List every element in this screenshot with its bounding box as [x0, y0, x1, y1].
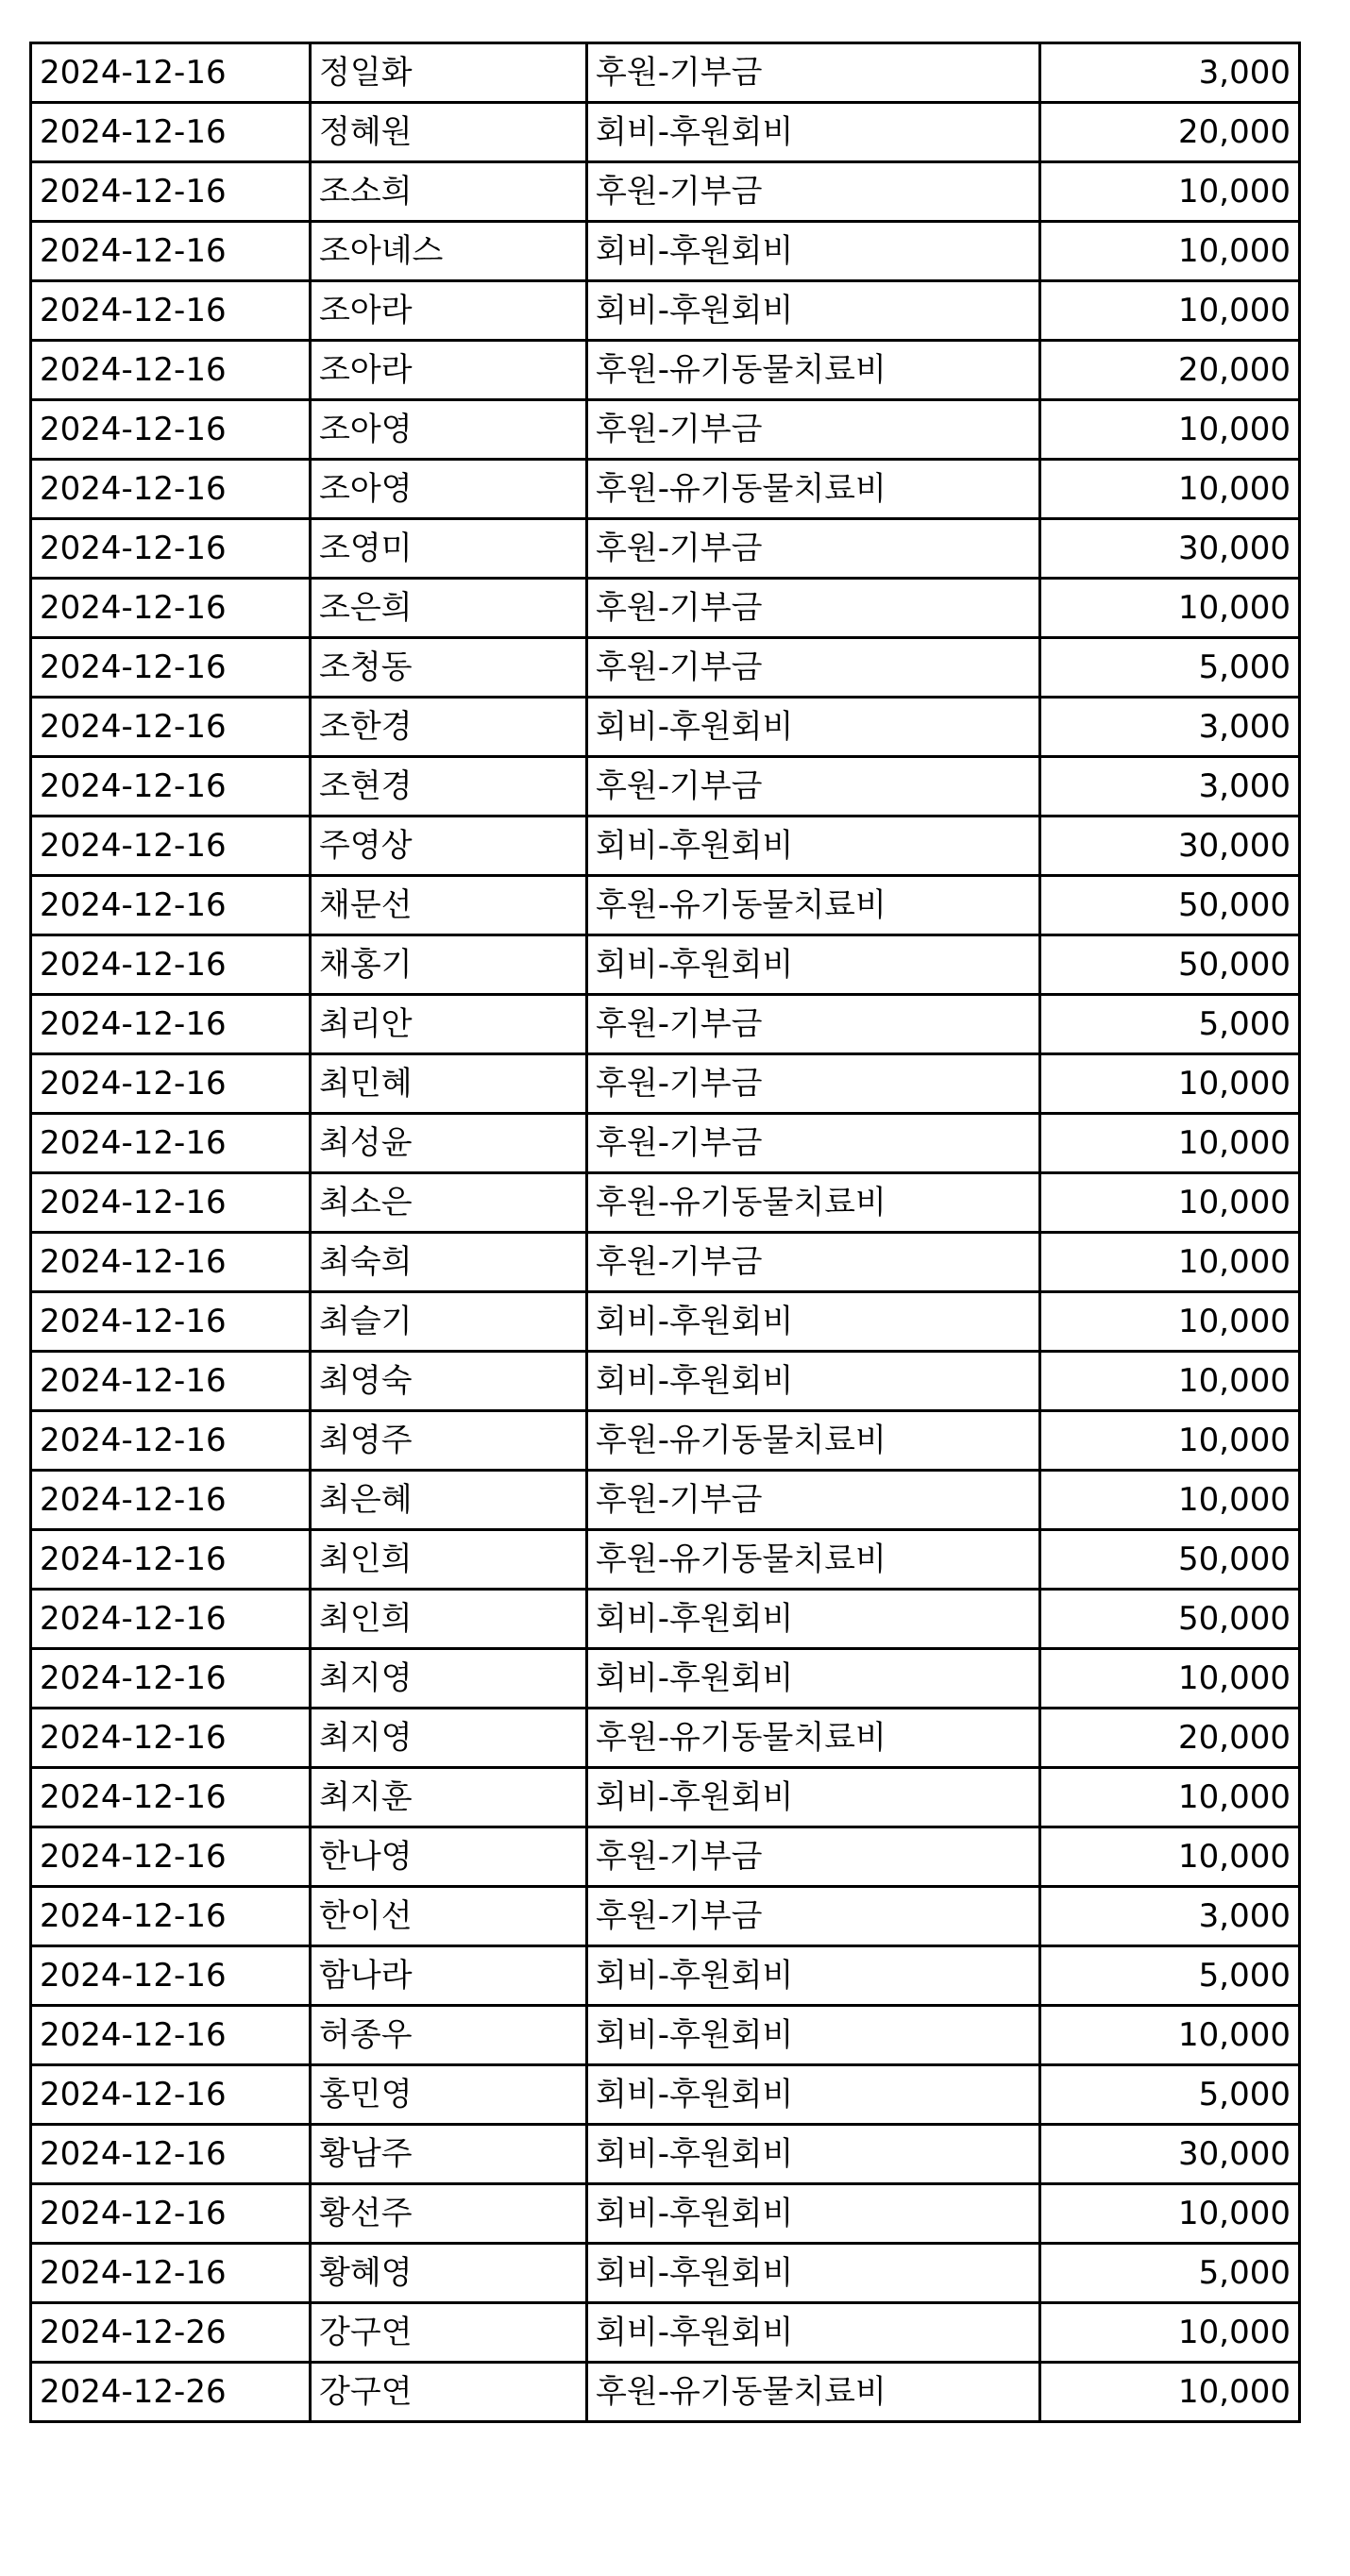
name-cell: 정혜원 [311, 103, 587, 162]
category-cell: 후원-유기동물치료비 [587, 1173, 1040, 1233]
amount-cell: 30,000 [1040, 519, 1300, 579]
category-cell: 회비-후원회비 [587, 935, 1040, 995]
table-row [31, 1649, 1300, 1709]
category-cell: 회비-후원회비 [587, 2125, 1040, 2184]
name-cell: 최인희 [311, 1590, 587, 1649]
name-cell: 홍민영 [311, 2065, 587, 2125]
category-cell: 회비-후원회비 [587, 2244, 1040, 2303]
amount-cell: 10,000 [1040, 1768, 1300, 1827]
date-cell: 2024-12-16 [31, 1352, 311, 1411]
date-cell: 2024-12-16 [31, 2065, 311, 2125]
table-row [31, 162, 1300, 222]
amount-cell: 5,000 [1040, 1946, 1300, 2006]
table-row [31, 2303, 1300, 2363]
date-cell: 2024-12-16 [31, 1173, 311, 1233]
date-cell: 2024-12-16 [31, 1054, 311, 1114]
date-cell: 2024-12-16 [31, 2125, 311, 2184]
table-row [31, 2184, 1300, 2244]
amount-cell: 30,000 [1040, 817, 1300, 876]
category-cell: 회비-후원회비 [587, 817, 1040, 876]
category-cell: 회비-후원회비 [587, 2065, 1040, 2125]
category-cell: 회비-후원회비 [587, 698, 1040, 757]
date-cell: 2024-12-16 [31, 757, 311, 817]
table-row [31, 698, 1300, 757]
category-cell: 후원-기부금 [587, 43, 1040, 103]
table-row [31, 817, 1300, 876]
table-row [31, 1292, 1300, 1352]
date-cell: 2024-12-16 [31, 1946, 311, 2006]
name-cell: 황혜영 [311, 2244, 587, 2303]
category-cell: 회비-후원회비 [587, 1768, 1040, 1827]
amount-cell: 3,000 [1040, 43, 1300, 103]
category-cell: 후원-기부금 [587, 1233, 1040, 1292]
amount-cell: 50,000 [1040, 935, 1300, 995]
table-row [31, 1411, 1300, 1471]
category-cell: 후원-기부금 [587, 995, 1040, 1054]
table-row [31, 281, 1300, 341]
name-cell: 채문선 [311, 876, 587, 935]
date-cell: 2024-12-16 [31, 1827, 311, 1887]
name-cell: 최리안 [311, 995, 587, 1054]
name-cell: 최지영 [311, 1649, 587, 1709]
category-cell: 후원-기부금 [587, 579, 1040, 638]
name-cell: 조아라 [311, 281, 587, 341]
name-cell: 조영미 [311, 519, 587, 579]
table-row [31, 638, 1300, 698]
date-cell: 2024-12-16 [31, 1292, 311, 1352]
category-cell: 후원-기부금 [587, 1887, 1040, 1946]
name-cell: 최영숙 [311, 1352, 587, 1411]
date-cell: 2024-12-16 [31, 876, 311, 935]
amount-cell: 10,000 [1040, 1054, 1300, 1114]
name-cell: 조아녜스 [311, 222, 587, 281]
amount-cell: 10,000 [1040, 2303, 1300, 2363]
date-cell: 2024-12-16 [31, 1471, 311, 1530]
amount-cell: 10,000 [1040, 222, 1300, 281]
name-cell: 조청동 [311, 638, 587, 698]
date-cell: 2024-12-16 [31, 519, 311, 579]
category-cell: 후원-기부금 [587, 1827, 1040, 1887]
name-cell: 조은희 [311, 579, 587, 638]
table-row [31, 876, 1300, 935]
date-cell: 2024-12-16 [31, 817, 311, 876]
amount-cell: 3,000 [1040, 1887, 1300, 1946]
date-cell: 2024-12-16 [31, 103, 311, 162]
table-row [31, 1054, 1300, 1114]
name-cell: 허종우 [311, 2006, 587, 2065]
table-row [31, 1827, 1300, 1887]
date-cell: 2024-12-16 [31, 995, 311, 1054]
name-cell: 최민혜 [311, 1054, 587, 1114]
table-row [31, 1352, 1300, 1411]
table-row [31, 995, 1300, 1054]
table-row [31, 1887, 1300, 1946]
amount-cell: 10,000 [1040, 1411, 1300, 1471]
table-row [31, 2244, 1300, 2303]
amount-cell: 10,000 [1040, 1471, 1300, 1530]
name-cell: 황남주 [311, 2125, 587, 2184]
date-cell: 2024-12-16 [31, 1233, 311, 1292]
amount-cell: 10,000 [1040, 2363, 1300, 2422]
date-cell: 2024-12-16 [31, 1411, 311, 1471]
amount-cell: 5,000 [1040, 995, 1300, 1054]
name-cell: 조한경 [311, 698, 587, 757]
amount-cell: 3,000 [1040, 698, 1300, 757]
date-cell: 2024-12-16 [31, 698, 311, 757]
date-cell: 2024-12-16 [31, 638, 311, 698]
table-row [31, 1946, 1300, 2006]
date-cell: 2024-12-16 [31, 341, 311, 400]
table-row [31, 1233, 1300, 1292]
table-row [31, 2006, 1300, 2065]
category-cell: 회비-후원회비 [587, 2303, 1040, 2363]
table-row [31, 1768, 1300, 1827]
name-cell: 최슬기 [311, 1292, 587, 1352]
category-cell: 회비-후원회비 [587, 2006, 1040, 2065]
name-cell: 조아영 [311, 400, 587, 460]
amount-cell: 50,000 [1040, 1530, 1300, 1590]
date-cell: 2024-12-16 [31, 2006, 311, 2065]
amount-cell: 5,000 [1040, 638, 1300, 698]
name-cell: 최성윤 [311, 1114, 587, 1173]
amount-cell: 10,000 [1040, 2006, 1300, 2065]
category-cell: 후원-유기동물치료비 [587, 1709, 1040, 1768]
category-cell: 후원-기부금 [587, 400, 1040, 460]
category-cell: 후원-유기동물치료비 [587, 876, 1040, 935]
category-cell: 회비-후원회비 [587, 2184, 1040, 2244]
name-cell: 조현경 [311, 757, 587, 817]
amount-cell: 10,000 [1040, 281, 1300, 341]
name-cell: 최지훈 [311, 1768, 587, 1827]
category-cell: 후원-기부금 [587, 162, 1040, 222]
date-cell: 2024-12-16 [31, 1709, 311, 1768]
name-cell: 강구연 [311, 2363, 587, 2422]
category-cell: 후원-기부금 [587, 1114, 1040, 1173]
amount-cell: 10,000 [1040, 460, 1300, 519]
name-cell: 함나라 [311, 1946, 587, 2006]
name-cell: 채홍기 [311, 935, 587, 995]
amount-cell: 50,000 [1040, 876, 1300, 935]
category-cell: 후원-유기동물치료비 [587, 2363, 1040, 2422]
date-cell: 2024-12-16 [31, 2184, 311, 2244]
date-cell: 2024-12-16 [31, 400, 311, 460]
name-cell: 한이선 [311, 1887, 587, 1946]
date-cell: 2024-12-26 [31, 2303, 311, 2363]
table-row [31, 341, 1300, 400]
date-cell: 2024-12-16 [31, 1590, 311, 1649]
table-row [31, 757, 1300, 817]
donation-ledger-body [31, 43, 1300, 2422]
category-cell: 회비-후원회비 [587, 281, 1040, 341]
date-cell: 2024-12-26 [31, 2363, 311, 2422]
category-cell: 후원-기부금 [587, 1471, 1040, 1530]
category-cell: 회비-후원회비 [587, 1946, 1040, 2006]
table-row [31, 400, 1300, 460]
table-row [31, 579, 1300, 638]
table-row [31, 2065, 1300, 2125]
date-cell: 2024-12-16 [31, 1530, 311, 1590]
amount-cell: 5,000 [1040, 2244, 1300, 2303]
table-row [31, 1173, 1300, 1233]
date-cell: 2024-12-16 [31, 1887, 311, 1946]
category-cell: 회비-후원회비 [587, 1292, 1040, 1352]
name-cell: 한나영 [311, 1827, 587, 1887]
amount-cell: 20,000 [1040, 103, 1300, 162]
table-row [31, 2125, 1300, 2184]
amount-cell: 50,000 [1040, 1590, 1300, 1649]
date-cell: 2024-12-16 [31, 222, 311, 281]
date-cell: 2024-12-16 [31, 935, 311, 995]
date-cell: 2024-12-16 [31, 460, 311, 519]
table-row [31, 935, 1300, 995]
date-cell: 2024-12-16 [31, 1114, 311, 1173]
date-cell: 2024-12-16 [31, 281, 311, 341]
category-cell: 회비-후원회비 [587, 1352, 1040, 1411]
table-row [31, 460, 1300, 519]
category-cell: 후원-기부금 [587, 757, 1040, 817]
name-cell: 정일화 [311, 43, 587, 103]
table-row [31, 1471, 1300, 1530]
amount-cell: 10,000 [1040, 1233, 1300, 1292]
category-cell: 회비-후원회비 [587, 1649, 1040, 1709]
name-cell: 최은혜 [311, 1471, 587, 1530]
category-cell: 후원-기부금 [587, 1054, 1040, 1114]
date-cell: 2024-12-16 [31, 579, 311, 638]
name-cell: 최소은 [311, 1173, 587, 1233]
name-cell: 최지영 [311, 1709, 587, 1768]
amount-cell: 10,000 [1040, 162, 1300, 222]
category-cell: 후원-유기동물치료비 [587, 460, 1040, 519]
table-row [31, 1590, 1300, 1649]
amount-cell: 10,000 [1040, 1114, 1300, 1173]
category-cell: 후원-유기동물치료비 [587, 341, 1040, 400]
amount-cell: 20,000 [1040, 1709, 1300, 1768]
name-cell: 조소희 [311, 162, 587, 222]
table-row [31, 1114, 1300, 1173]
name-cell: 최인희 [311, 1530, 587, 1590]
table-row [31, 519, 1300, 579]
amount-cell: 10,000 [1040, 1649, 1300, 1709]
amount-cell: 10,000 [1040, 2184, 1300, 2244]
category-cell: 회비-후원회비 [587, 1590, 1040, 1649]
name-cell: 강구연 [311, 2303, 587, 2363]
category-cell: 회비-후원회비 [587, 222, 1040, 281]
amount-cell: 3,000 [1040, 757, 1300, 817]
date-cell: 2024-12-16 [31, 2244, 311, 2303]
amount-cell: 10,000 [1040, 1352, 1300, 1411]
amount-cell: 10,000 [1040, 1827, 1300, 1887]
table-row [31, 1530, 1300, 1590]
name-cell: 최숙희 [311, 1233, 587, 1292]
table-row [31, 43, 1300, 103]
name-cell: 주영상 [311, 817, 587, 876]
amount-cell: 30,000 [1040, 2125, 1300, 2184]
category-cell: 후원-유기동물치료비 [587, 1411, 1040, 1471]
date-cell: 2024-12-16 [31, 162, 311, 222]
category-cell: 회비-후원회비 [587, 103, 1040, 162]
table-row [31, 222, 1300, 281]
name-cell: 황선주 [311, 2184, 587, 2244]
amount-cell: 10,000 [1040, 1292, 1300, 1352]
amount-cell: 20,000 [1040, 341, 1300, 400]
amount-cell: 10,000 [1040, 579, 1300, 638]
name-cell: 조아라 [311, 341, 587, 400]
name-cell: 최영주 [311, 1411, 587, 1471]
name-cell: 조아영 [311, 460, 587, 519]
amount-cell: 10,000 [1040, 400, 1300, 460]
amount-cell: 10,000 [1040, 1173, 1300, 1233]
table-row [31, 103, 1300, 162]
date-cell: 2024-12-16 [31, 1649, 311, 1709]
date-cell: 2024-12-16 [31, 43, 311, 103]
table-row [31, 2363, 1300, 2422]
date-cell: 2024-12-16 [31, 1768, 311, 1827]
category-cell: 후원-기부금 [587, 519, 1040, 579]
donation-ledger-table [29, 42, 1301, 2423]
category-cell: 후원-유기동물치료비 [587, 1530, 1040, 1590]
amount-cell: 5,000 [1040, 2065, 1300, 2125]
category-cell: 후원-기부금 [587, 638, 1040, 698]
table-row [31, 1709, 1300, 1768]
